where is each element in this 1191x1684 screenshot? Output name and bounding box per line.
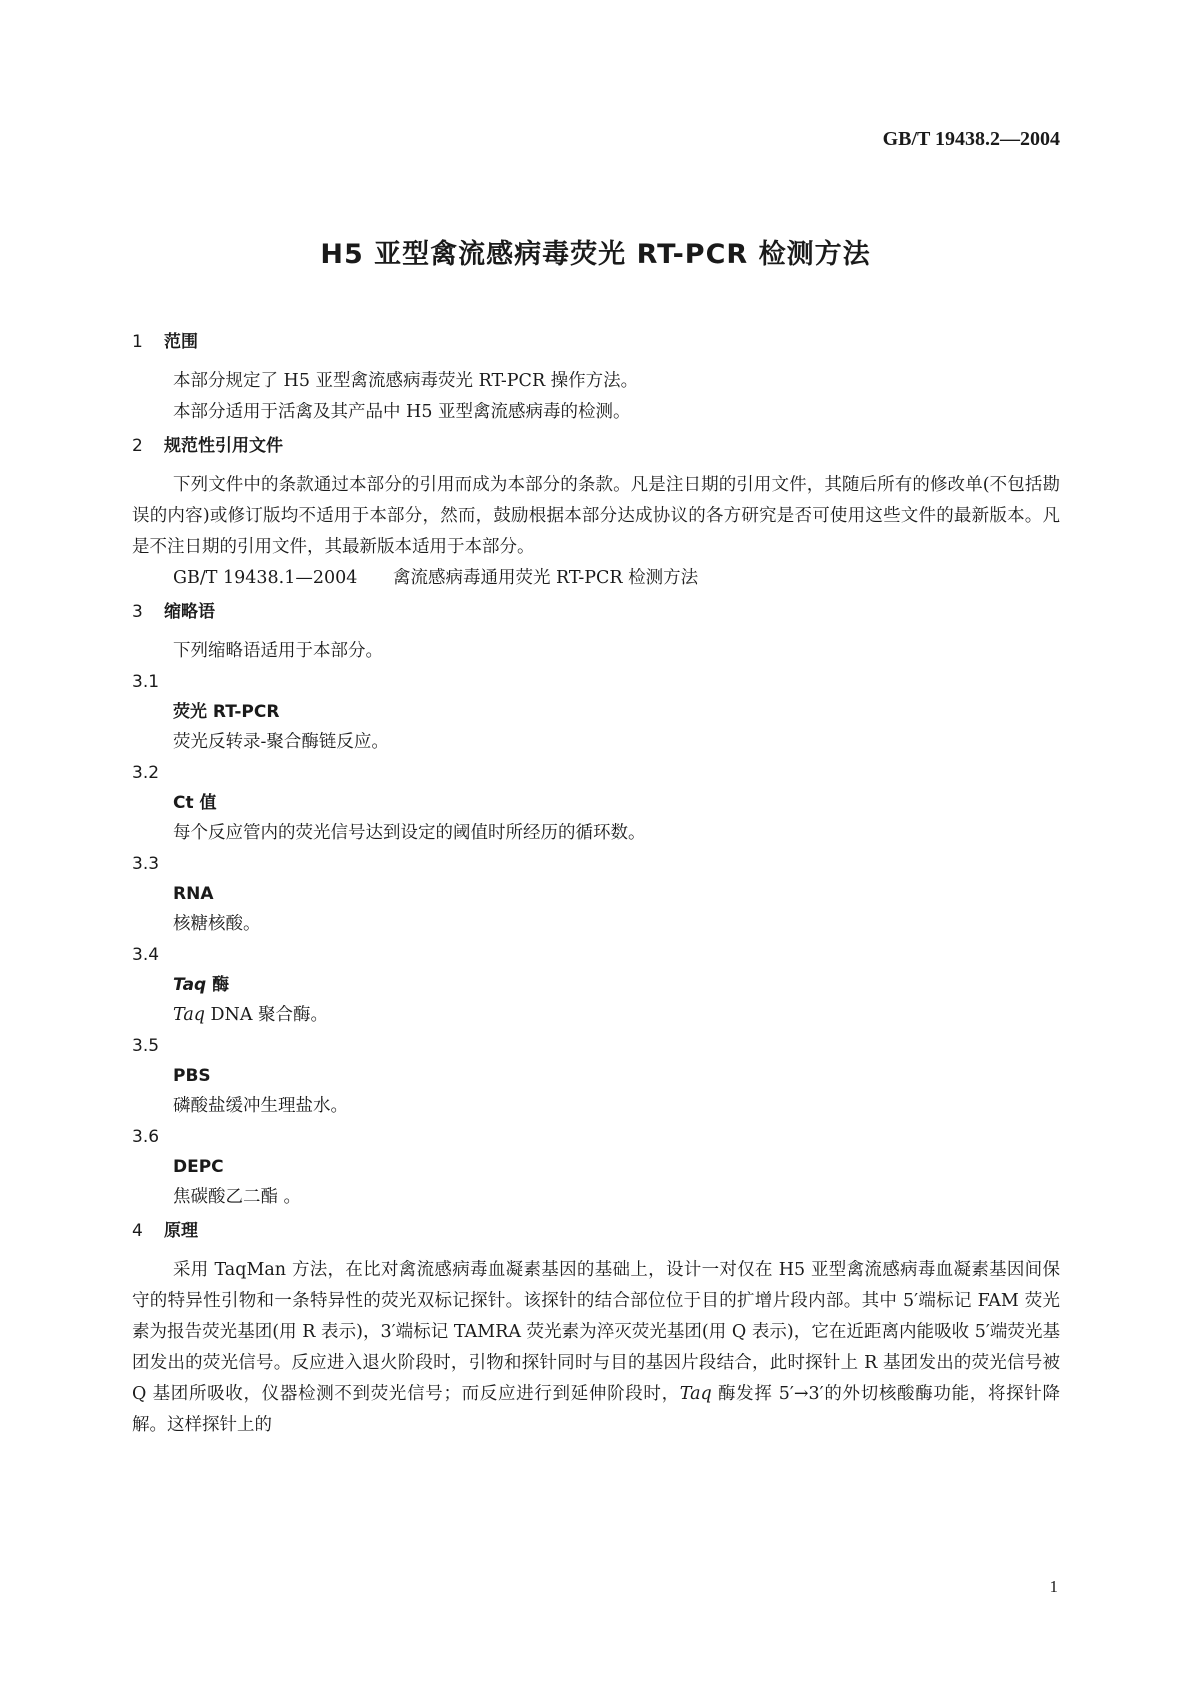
term-number: 3.3 bbox=[132, 854, 160, 874]
document-body bbox=[132, 330, 1060, 1441]
term-name: RNA bbox=[173, 884, 214, 904]
page-number: 1 bbox=[1049, 1577, 1058, 1596]
scope-line-1: 本部分规定了 H5 亚型禽流感病毒荧光 RT-PCR 操作方法。 bbox=[173, 371, 639, 391]
document-title: H5 亚型禽流感病毒荧光 RT-PCR 检测方法 bbox=[320, 239, 871, 270]
term-definition: 磷酸盐缓冲生理盐水。 bbox=[173, 1096, 348, 1116]
section-heading-scope: 1 范围 bbox=[132, 332, 198, 352]
term-name: Taq 酶 bbox=[173, 975, 230, 995]
term-number: 3.6 bbox=[132, 1127, 160, 1147]
term-definition: Taq DNA 聚合酶。 bbox=[173, 1005, 329, 1025]
references-paragraph: 下列文件中的条款通过本部分的引用而成为本部分的条款。凡是注日期的引用文件，其随后所有的修改单(不包括勘误的内容)或修订版均不适用于本部分，然而，鼓励根据本部分达成协议的各方研究是否可使用这些文件的最新版本。凡是不注日期的引用文件，其最新版本适用于本部分。 bbox=[132, 475, 1060, 557]
term-definition: 核糖核酸。 bbox=[173, 914, 261, 934]
abbreviations-intro: 下列缩略语适用于本部分。 bbox=[173, 641, 383, 661]
term-number: 3.2 bbox=[132, 763, 160, 783]
section-heading-normative-references: 2 规范性引用文件 bbox=[132, 436, 283, 456]
term-definition: 荧光反转录-聚合酶链反应。 bbox=[173, 732, 389, 752]
term-definition: 每个反应管内的荧光信号达到设定的阈值时所经历的循环数。 bbox=[173, 823, 646, 843]
section-heading-abbreviations: 3 缩略语 bbox=[132, 602, 215, 622]
term-number: 3.4 bbox=[132, 945, 160, 965]
section-heading-principle: 4 原理 bbox=[132, 1221, 198, 1241]
term-name: Ct 值 bbox=[173, 793, 217, 813]
principle-paragraph: 采用 TaqMan 方法，在比对禽流感病毒血凝素基因的基础上，设计一对仅在 H5 亚型禽流感病毒血凝素基因间保守的特异性引物和一条特异性的荧光双标记探针。该探针的结合部位位于目的扩增片段内部。其中 5′端标记 FAM 荧光素为报告荧光基团(用 R 表示)，3′端标记 TAMRA 荧光素为淬灭荧光基团(用 Q 表示)，它在近距离内能吸收 5′端荧光基团发出的荧光信号。反应进入退火阶段时，引物和探针同时与目的基因片段结合，此时探针上 R 基团发出的荧光信号被 Q 基团所吸收，仪器检测不到荧光信号；而反应进行到延伸阶段时，Taq 酶发挥 5′→3′的外切核酸酶功能，将探针降解。这样探针上的 bbox=[132, 1260, 1060, 1435]
standard-number: GB/T 19438.2—2004 bbox=[882, 128, 1060, 150]
term-name: DEPC bbox=[173, 1157, 224, 1177]
term-name: 荧光 RT-PCR bbox=[173, 702, 280, 722]
term-number: 3.5 bbox=[132, 1036, 160, 1056]
term-name: PBS bbox=[173, 1066, 211, 1086]
term-definition: 焦碳酸乙二酯 。 bbox=[173, 1187, 302, 1207]
scope-line-2: 本部分适用于活禽及其产品中 H5 亚型禽流感病毒的检测。 bbox=[173, 402, 631, 422]
term-number: 3.1 bbox=[132, 672, 160, 692]
reference-item: GB/T 19438.1—2004 禽流感病毒通用荧光 RT-PCR 检测方法 bbox=[173, 568, 699, 588]
